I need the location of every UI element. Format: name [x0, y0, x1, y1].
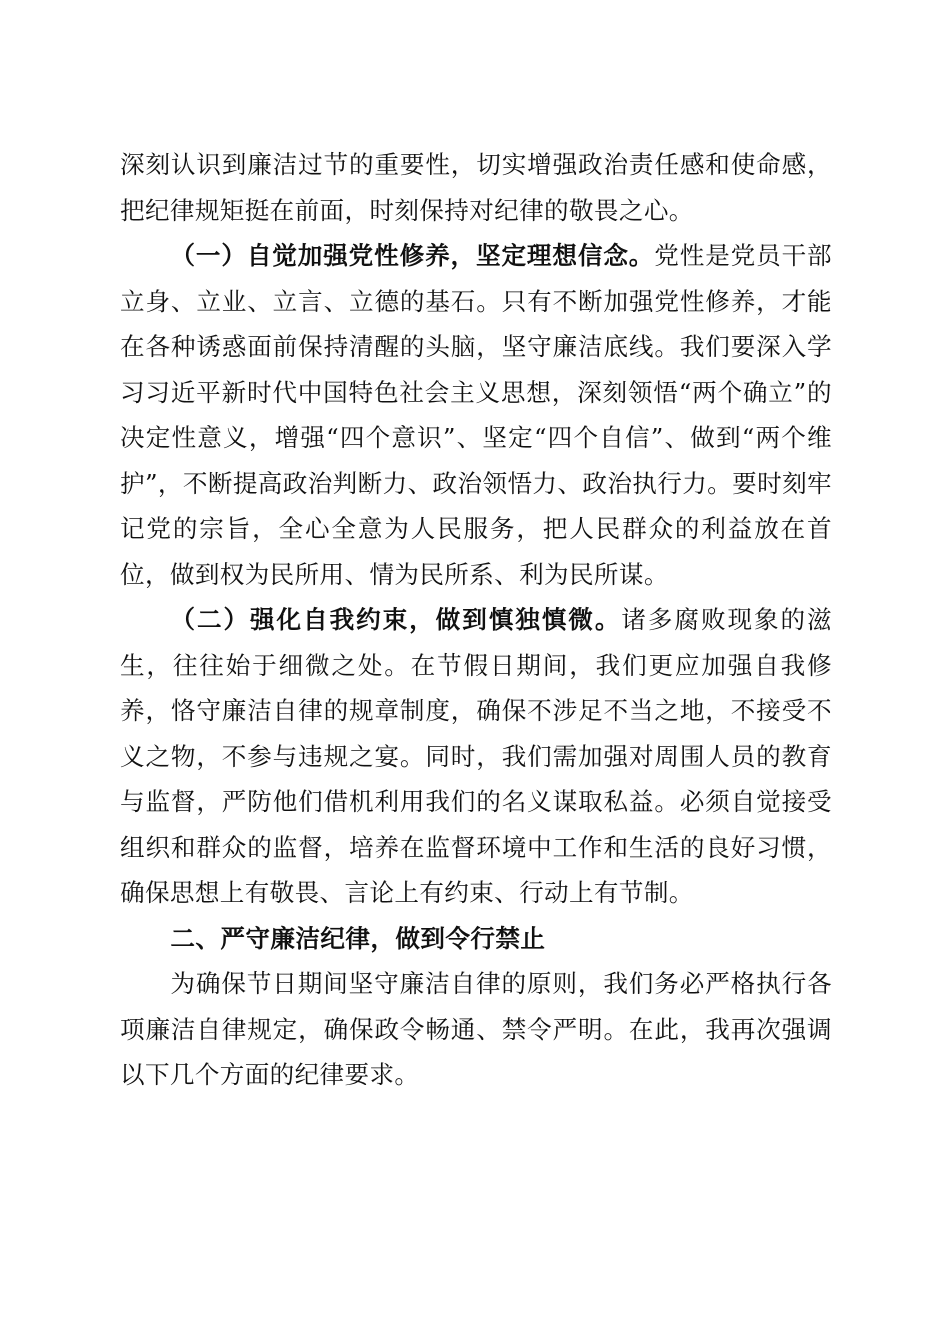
paragraph-self-discipline [120, 597, 832, 916]
paragraph-party-spirit [120, 233, 832, 597]
document-page [120, 142, 832, 1098]
subheading-self-discipline: （二）强化自我约束，做到慎独慎微。 [170, 605, 622, 634]
subheading-party-spirit: （一）自觉加强党性修养，坚定理想信念。 [170, 241, 655, 270]
paragraph-intro: 深刻认识到廉洁过节的重要性，切实增强政治责任感和使命感，把纪律规矩挺在前面，时刻保持对纪律的敬畏之心。 [120, 150, 832, 225]
section-heading-two: 二、严守廉洁纪律，做到令行禁止 [170, 923, 546, 953]
paragraph-self-discipline-body: 诸多腐败现象的滋生，往往始于细微之处。在节假日期间，我们更应加强自我修养，恪守廉洁自律的规章制度，确保不涉足不当之地，不接受不义之物，不参与违规之宴。同时，我们需加强对周围人员的教育与监督，严防他们借机利用我们的名义谋取私益。必须自觉接受组织和群众的监督，培养在监督环境中工作和生活的良好习惯，确保思想上有敬畏、言论上有约束、行动上有节制。 [120, 605, 832, 907]
paragraph-discipline-requirements: 为确保节日期间坚守廉洁自律的原则，我们务必严格执行各项廉洁自律规定，确保政令畅通、禁令严明。在此，我再次强调以下几个方面的纪律要求。 [120, 969, 832, 1089]
paragraph-party-spirit-body: 党性是党员干部立身、立业、立言、立德的基石。只有不断加强党性修养，才能在各种诱惑面前保持清醒的头脑，坚守廉洁底线。我们要深入学习习近平新时代中国特色社会主义思想，深刻领悟“两个确立”的决定性意义，增强“四个意识”、坚定“四个自信”、做到“两个维护”，不断提高政治判断力、政治领悟力、政治执行力。要时刻牢记党的宗旨，全心全意为人民服务，把人民群众的利益放在首位，做到权为民所用、情为民所系、利为民所谋。 [120, 241, 833, 589]
